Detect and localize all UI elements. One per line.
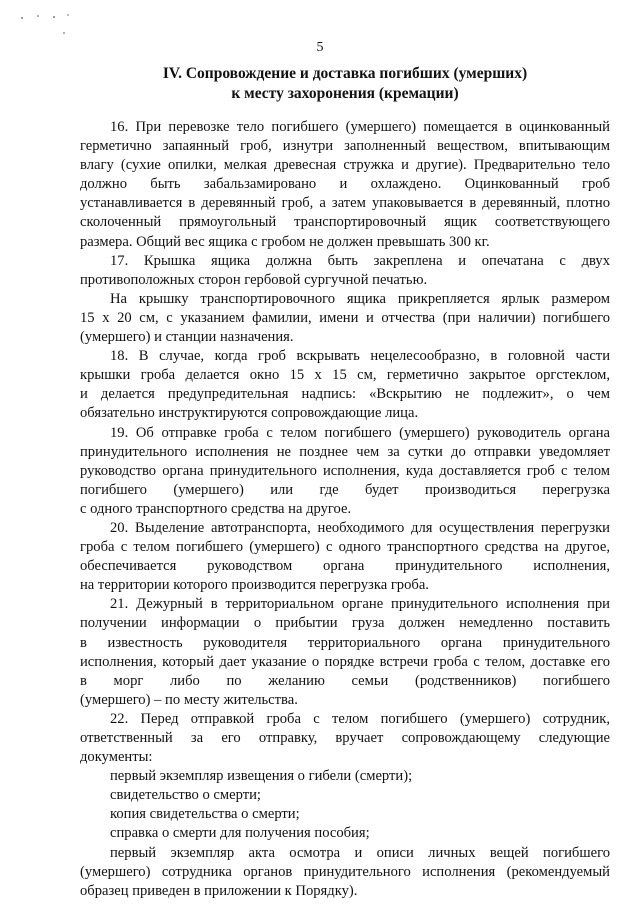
page-number: 5 — [316, 40, 324, 55]
list-item — [80, 805, 610, 824]
paragraph-line: 16. При перевозке тело погибшего (умершего) помещается в оцинкованный — [110, 119, 610, 135]
list-item — [80, 824, 610, 843]
paragraph-line: влагу (сухие опилки, мелкая древесная стружка и другие). Предварительно тело — [80, 157, 610, 174]
list-item — [80, 767, 610, 786]
scan-specks — [18, 10, 78, 40]
list-item-line: справка о смерти для получения пособия; — [110, 825, 370, 842]
paragraph-line: исполнения, который дает указание о порядке встречи гроба с телом, доставке его — [80, 653, 610, 670]
paragraph-line: сколоченный прямоугольный транспортировочный ящик соответствующего — [80, 214, 610, 231]
paragraph — [80, 424, 610, 519]
list-item-line: первый экземпляр извещения о гибели (смерти); — [110, 768, 413, 785]
paragraph — [80, 347, 610, 423]
paragraph-line: герметично запаянный гроб, изнутри заполненный веществом, впитывающим — [80, 138, 610, 155]
paragraph-line: погибшего (умершего) или где будет производиться перегрузка — [80, 481, 610, 498]
paragraph-line: (умершего) – по месту жительства. — [80, 691, 298, 708]
paragraph-line: 21. Дежурный в территориальном органе принудительного исполнения при — [110, 596, 610, 613]
paragraph-line: гроба с телом погибшего (умершего) с одного транспортного средства на другое, — [80, 539, 610, 556]
paragraph — [80, 118, 610, 252]
document-body — [80, 118, 610, 901]
paragraph-line: противоположных сторон гербовой сургучной печатью. — [80, 271, 428, 288]
paragraph-line: 17. Крышка ящика должна быть закреплена и опечатана с двух — [110, 252, 610, 269]
paragraph-line: документы: — [80, 749, 153, 766]
heading-line-1: IV. Сопровождение и доставка погибших (умерших) — [162, 65, 528, 82]
paragraph — [80, 710, 610, 767]
list-item — [80, 844, 610, 901]
list-item — [80, 786, 610, 805]
list-item-line: образец приведен в приложении к Порядку). — [80, 882, 358, 899]
paragraph-line: принудительного исполнения не позднее чем за сутки до отправки уведомляет — [80, 443, 610, 460]
paragraph-line: обеспечивается руководством органа принудительного исполнения, — [80, 558, 610, 575]
list-item-line: первый экземпляр акта осмотра и описи личных вещей погибшего — [110, 844, 610, 861]
paragraph-line: крышки гроба делается окно 15 x 15 см, герметично закрытое оргстеклом, — [80, 367, 610, 384]
list-item-line: копия свидетельства о смерти; — [110, 806, 300, 823]
paragraph-line: устанавливается в деревянный гроб, а затем упаковывается в деревянный, плотно — [80, 195, 610, 212]
paragraph — [80, 595, 610, 710]
paragraph — [80, 252, 610, 290]
paragraph-line: получении информации о прибытии груза должен немедленно поставить — [80, 615, 610, 632]
paragraph-line: (умершего) и станции назначения. — [80, 329, 294, 346]
list-item-line: (умершего) сотрудника органов принудительного исполнения (рекомендуемый — [80, 863, 610, 880]
paragraph-line: 15 x 20 см, с указанием фамилии, имени и отчества (при наличии) погибшего — [80, 309, 610, 326]
paragraph-line: ответственный за его отправку, вручает сопровождающему следующие — [80, 730, 610, 746]
paragraph-line: руководство органа принудительного исполнения, куда доставляется гроб с телом — [80, 462, 610, 479]
paragraph-line: 19. Об отправке гроба с телом погибшего (умершего) руководитель органа — [110, 424, 610, 441]
paragraph-line: На крышку транспортировочного ящика прикрепляется ярлык размером — [110, 290, 610, 307]
paragraph-line: в известность руководителя территориального органа принудительного — [80, 634, 610, 651]
paragraph-line: на территории которого производится перегрузка гроба. — [80, 577, 429, 594]
paragraph — [80, 519, 610, 595]
paragraph-line: обязательно инструктируются сопровождающие лица. — [80, 405, 419, 422]
section-heading — [80, 64, 610, 104]
list-item-line: свидетельство о смерти; — [110, 787, 261, 804]
paragraph-line: в морг либо по желанию семьи (родственников) погибшего — [80, 672, 610, 689]
paragraph-line: 20. Выделение автотранспорта, необходимого для осуществления перегрузки — [110, 519, 610, 536]
paragraph-line: 22. Перед отправкой гроба с телом погибшего (умершего) сотрудник, — [110, 710, 610, 727]
paragraph-line: с одного транспортного средства на другое. — [80, 500, 352, 517]
paragraph-line: 18. В случае, когда гроб вскрывать нецелесообразно, в головной части — [110, 348, 610, 365]
paragraph-line: и делается предупредительная надпись: «Вскрытию не подлежит», о чем — [80, 386, 610, 403]
paragraph — [80, 290, 610, 347]
paragraph-line: должно быть забальзамировано и охлаждено. Оцинкованный гроб — [80, 176, 610, 193]
paragraph-line: размера. Общий вес ящика с гробом не должен превышать 300 кг. — [80, 233, 490, 250]
heading-line-2: к месту захоронения (кремации) — [231, 85, 459, 102]
